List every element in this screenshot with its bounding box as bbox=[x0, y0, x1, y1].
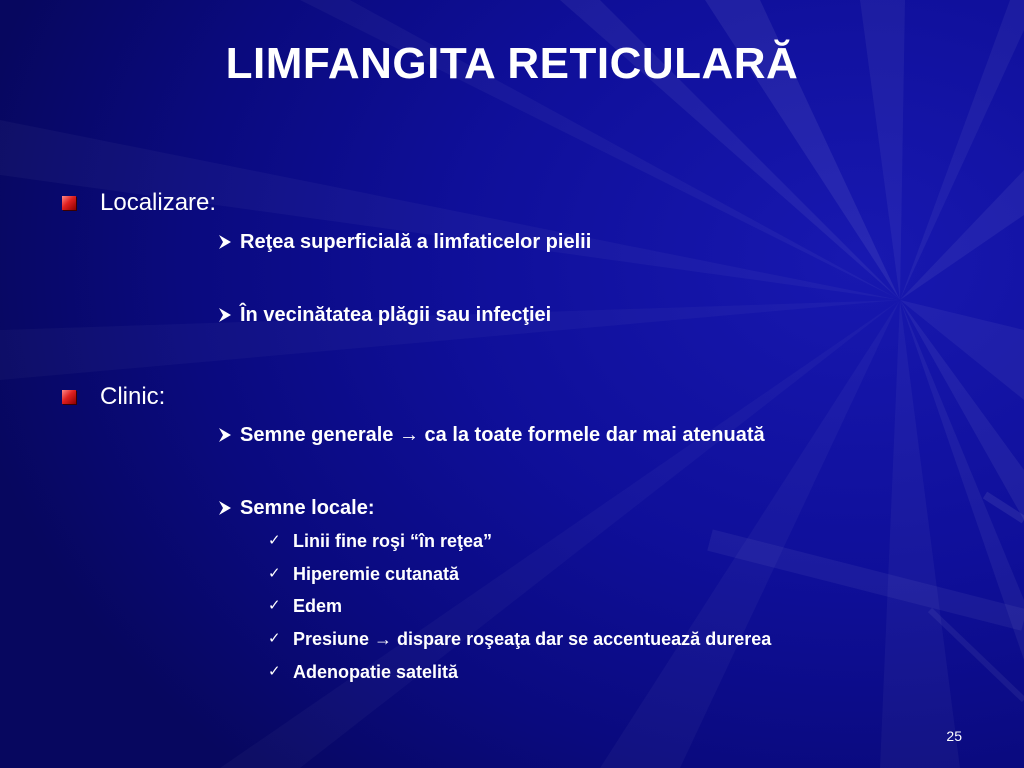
checkmark-icon: ✓ bbox=[268, 565, 281, 582]
list-item-text: Semne generale → ca la toate formele dar mai atenuată bbox=[240, 424, 765, 446]
checklist-item-text: Hiperemie cutanată bbox=[293, 564, 460, 584]
arrow-bullet-icon bbox=[217, 307, 233, 323]
section-heading: Clinic: bbox=[100, 383, 166, 410]
checkmark-icon: ✓ bbox=[268, 532, 281, 549]
list-item-text: În vecinătatea plăgii sau infecţiei bbox=[240, 304, 552, 326]
checkmark-icon: ✓ bbox=[268, 630, 281, 647]
checklist-item-text: Edem bbox=[293, 596, 343, 616]
slide-number: 25 bbox=[946, 728, 962, 744]
section-localizare bbox=[62, 188, 216, 218]
checkmark-icon: ✓ bbox=[268, 663, 281, 680]
arrow-bullet-icon bbox=[217, 234, 233, 250]
slide-title: LIMFANGITA RETICULARĂ bbox=[225, 39, 799, 88]
arrow-bullet-icon bbox=[217, 427, 233, 443]
checklist-item-text: Adenopatie satelită bbox=[293, 662, 459, 682]
red-square-bullet-icon bbox=[62, 390, 76, 404]
checklist-item bbox=[268, 661, 458, 683]
arrow-bullet-icon bbox=[217, 500, 233, 516]
checklist-item-text: Presiune → dispare roşeaţa dar se accentuează durerea bbox=[293, 629, 772, 649]
checklist-item bbox=[268, 595, 342, 617]
checklist-item bbox=[268, 530, 492, 552]
list-item bbox=[217, 302, 551, 328]
checklist-item bbox=[268, 628, 771, 650]
checklist-item bbox=[268, 563, 459, 585]
checklist-item-text: Linii fine roşi “în reţea” bbox=[293, 531, 493, 551]
checkmark-icon: ✓ bbox=[268, 597, 281, 614]
list-item bbox=[217, 422, 765, 448]
section-clinic bbox=[62, 382, 165, 412]
section-heading: Localizare: bbox=[100, 189, 217, 216]
list-item bbox=[217, 495, 375, 521]
red-square-bullet-icon bbox=[62, 196, 76, 210]
list-item-text: Reţea superficială a limfaticelor pielii bbox=[240, 231, 592, 253]
list-item bbox=[217, 229, 591, 255]
list-item-text: Semne locale: bbox=[240, 497, 375, 519]
